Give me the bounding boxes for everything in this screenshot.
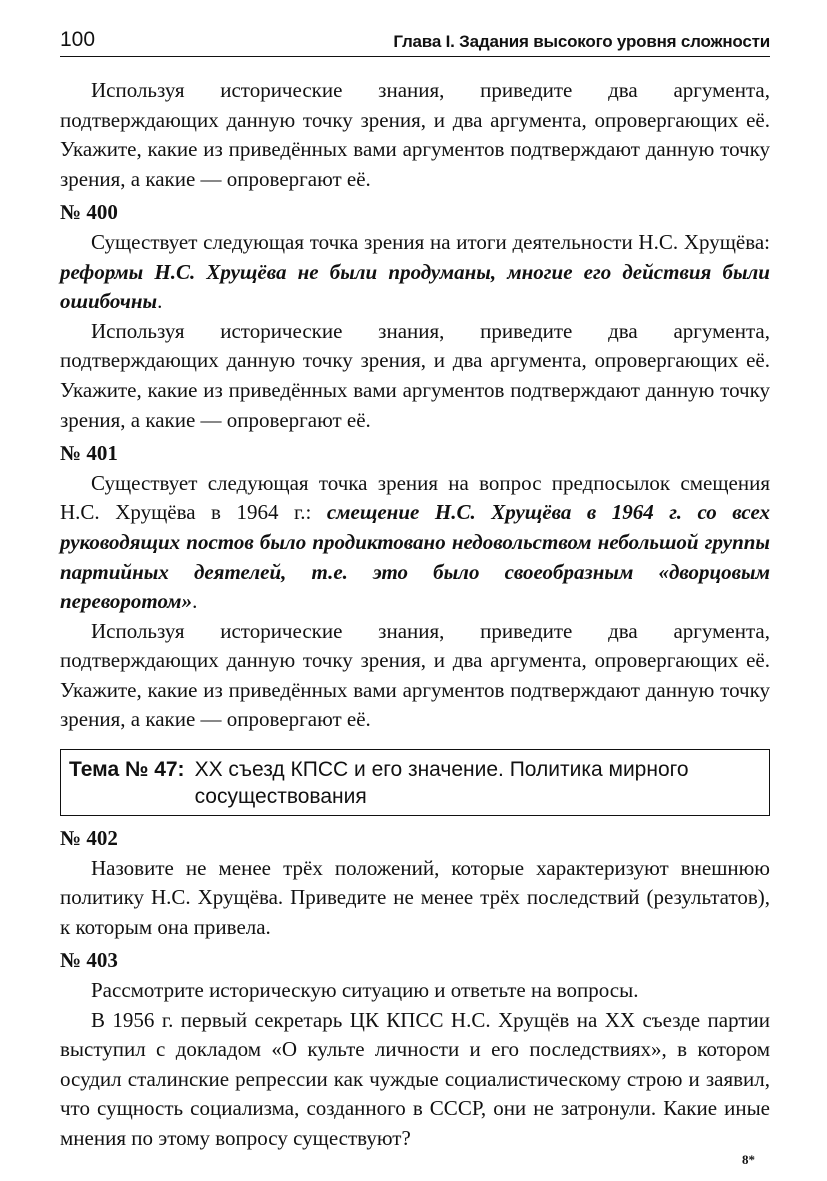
task-400-statement — [60, 228, 770, 317]
task-400-statement-lead: Существует следующая точка зрения на итоги деятельности Н.С. Хрущёва: — [91, 229, 770, 254]
task-403-text: В 1956 г. первый секретарь ЦК КПСС Н.С. Хрущёв на XX съезде партии выступил с докладом «О культе личности и его последствиях», в котором осудил сталинские репрессии как чуждые социалистическому строю и заявил, что сущность социализма, созданного в СССР, они не затронули. Какие иные мнения по этому вопросу существуют? — [60, 1007, 770, 1150]
task-number-400: № 400 — [60, 200, 118, 225]
running-header — [60, 26, 770, 57]
topic-label: Тема № 47: — [69, 758, 185, 782]
task-402-text: Назовите не менее трёх положений, которые характеризуют внешнюю политику Н.С. Хрущёва. Приведите не менее трёх последствий (результатов), к которым она привела. — [60, 855, 770, 939]
task-number-403: № 403 — [60, 948, 118, 973]
topic-title: XX съезд КПСС и его значение. Политика мирного сосуществования — [194, 758, 689, 809]
task-401-statement — [60, 469, 770, 617]
task-number-401: № 401 — [60, 441, 118, 466]
chapter-title: Глава I. Задания высокого уровня сложности — [393, 32, 770, 51]
signature-mark: 8* — [742, 1152, 755, 1167]
task-401-viewpoint: смещение Н.С. Хрущёва в 1964 г. со всех руководящих постов было продиктовано недовольством небольшой группы партийных деятелей, т.е. это было своеобразным «дворцовым переворотом» — [60, 500, 770, 614]
task-401-statement-lead: Существует следующая точка зрения на вопрос предпосылок смещения Н.С. Хрущёва в 1964 г.: — [60, 470, 770, 525]
page-number: 100 — [60, 28, 96, 51]
task-403-prompt: Рассмотрите историческую ситуацию и ответьте на вопросы. — [91, 978, 639, 1003]
task-400-statement-end: . — [157, 289, 163, 314]
task-401-instruction: Используя исторические знания, приведите два аргумента, подтверждающих данную точку зрения, и два аргумента, опровергающих её. Укажите, какие из приведённых вами аргументов подтверждают данную точку зрения, а какие — опровергают её. — [60, 618, 770, 732]
task-400-instruction: Используя исторические знания, приведите два аргумента, подтверждающих данную точку зрения, и два аргумента, опровергающих её. Укажите, какие из приведённых вами аргументов подтверждают данную точку зрения, а какие — опровергают её. — [60, 318, 770, 432]
task-401-statement-end: . — [192, 589, 198, 614]
topic-heading-box — [60, 749, 770, 816]
intro-instruction: Используя исторические знания, приведите два аргумента, подтверждающих данную точку зрения, и два аргумента, опровергающих её. Укажите, какие из приведённых вами аргументов подтверждают данную точку зрения, а какие — опровергают её. — [60, 78, 770, 191]
task-number-402: № 402 — [60, 826, 118, 851]
page-content — [60, 76, 770, 1154]
task-400-viewpoint: реформы Н.С. Хрущёва не были продуманы, многие его действия были ошибочны — [60, 259, 770, 314]
